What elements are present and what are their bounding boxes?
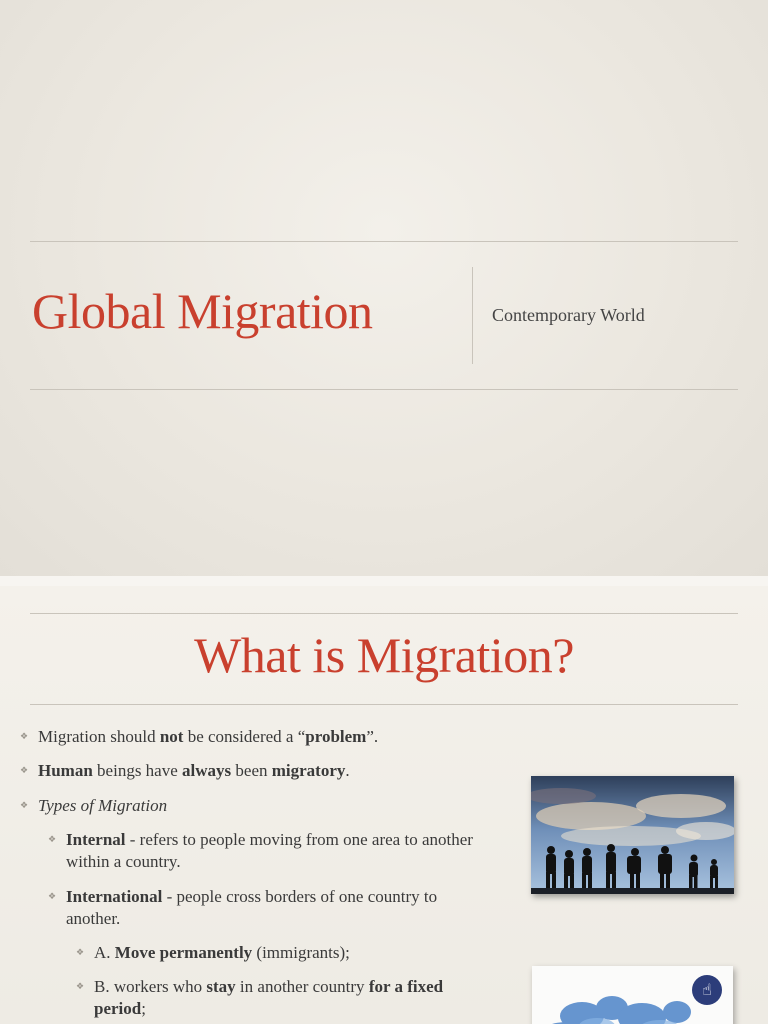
bullet-text-segment: . [345, 761, 350, 780]
bullet-text-segment: A. [94, 943, 115, 962]
bottom-rule [30, 389, 738, 390]
bullet-text-segment: in another country [235, 977, 369, 996]
bullet-diamond-icon: ❖ [48, 892, 57, 902]
bullet-text-segment: be considered a “ [183, 727, 306, 746]
bullet-diamond-icon: ❖ [48, 835, 57, 845]
bullet-text-segment: Human [38, 761, 93, 780]
watercolor-illustration [532, 966, 733, 1024]
bullet-text-segment: problem [305, 727, 367, 746]
bullet-item [48, 829, 481, 873]
bullet-text-segment: beings have [92, 761, 183, 780]
hand-pointer-icon[interactable]: ☝ [692, 975, 722, 1005]
bullet-text-segment: - refers to people moving from one area to another within a country. [66, 830, 473, 871]
top-rule [30, 241, 738, 242]
bullet-text-segment: ; [141, 999, 146, 1018]
bullet-item [76, 976, 494, 1020]
bullet-diamond-icon: ❖ [20, 801, 29, 811]
slide-title: What is Migration? [194, 627, 574, 683]
bullet-text-segment: International [66, 887, 163, 906]
bullet-text-segment: for a fixed period [94, 977, 444, 1018]
slide-separator [0, 576, 768, 586]
bullet-diamond-icon: ❖ [20, 766, 29, 776]
bullet-item [20, 726, 498, 748]
header-top-rule [30, 613, 738, 614]
bullet-item [76, 942, 494, 964]
bullet-diamond-icon: ❖ [76, 948, 85, 958]
presentation-subtitle: Contemporary World [492, 305, 645, 325]
bullet-text-segment: - people cross borders of one country to another. [66, 887, 438, 928]
migrants-silhouette-image [531, 776, 734, 894]
content-slide [0, 586, 768, 1024]
bullet-diamond-icon: ❖ [76, 982, 85, 992]
bullet-text-segment: been [231, 761, 272, 780]
bullet-text-segment: migratory [271, 761, 346, 780]
bullet-item [48, 886, 486, 930]
bullet-item [20, 795, 498, 817]
bullet-text-segment: ”. [366, 727, 379, 746]
bullet-text-segment: (immigrants); [252, 943, 350, 962]
bullet-text-segment: stay [206, 977, 236, 996]
bullet-text-segment: Internal [66, 830, 126, 849]
bullet-text-segment: Types of Migration [38, 796, 168, 815]
migrants-silhouette-photo [531, 776, 734, 894]
bullet-text-segment: not [159, 727, 184, 746]
bullet-diamond-icon: ❖ [20, 732, 29, 742]
bullet-text-segment: Migration should [38, 727, 160, 746]
bullet-text-segment: always [182, 761, 232, 780]
header-bottom-rule [30, 704, 738, 705]
title-divider [472, 267, 473, 364]
presentation-title: Global Migration [32, 283, 373, 339]
bullet-text-segment: B. workers who [94, 977, 207, 996]
bullet-item [20, 760, 498, 782]
bullet-text-segment: Move permanently [114, 943, 253, 962]
